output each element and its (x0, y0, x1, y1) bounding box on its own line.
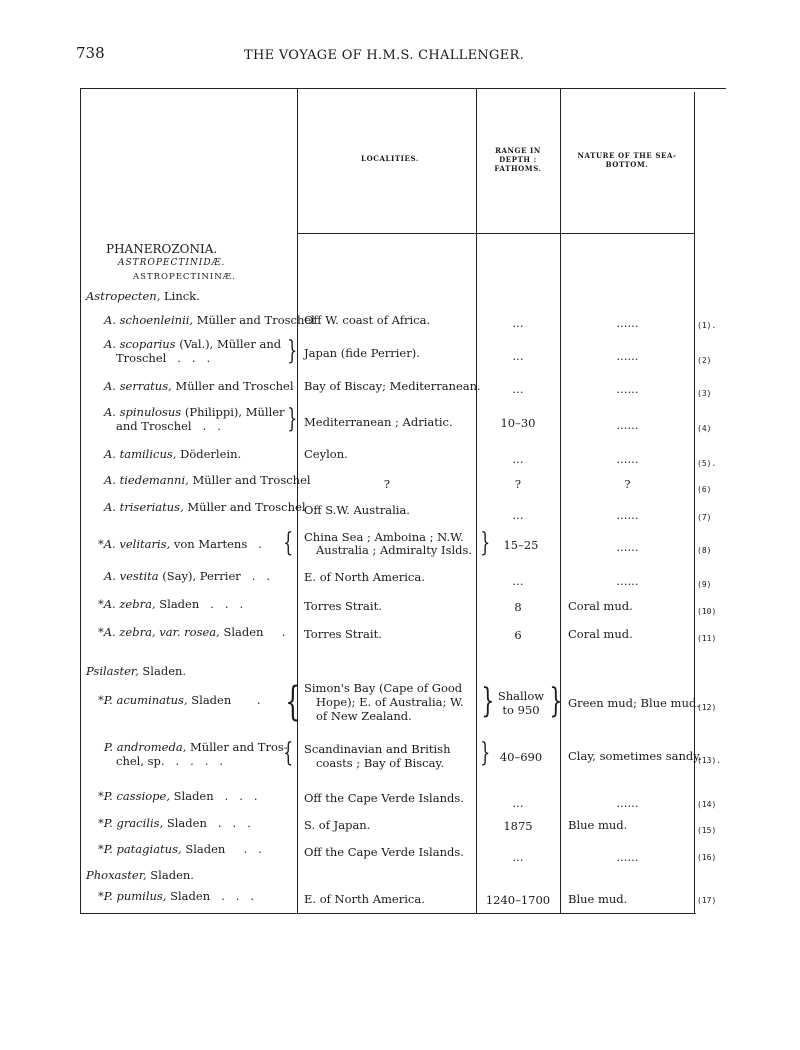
brace: } (549, 681, 563, 721)
depth: ... (512, 850, 524, 864)
locality: E. of North America. (304, 892, 425, 906)
reference: (12) (697, 703, 717, 712)
bottom-nature: Green mud; Blue mud. (568, 696, 700, 710)
locality: Off the Cape Verde Islands. (304, 791, 464, 805)
reference: (1). (697, 321, 717, 330)
bottom-nature: ...... (616, 574, 639, 588)
running-title: THE VOYAGE OF H.M.S. CHALLENGER. (244, 48, 525, 63)
locality: Simon's Bay (Cape of Good (304, 681, 463, 695)
species-name: *P. cassiope, Sladen . . . (98, 789, 258, 803)
locality: Ceylon. (304, 447, 348, 461)
header-range-line-1: RANGE IN (495, 146, 541, 155)
genus-name: Phoxaster, (86, 868, 147, 882)
col-rule-4 (694, 92, 695, 914)
brace: { (285, 679, 301, 725)
bottom-nature: ...... (616, 418, 639, 432)
bottom-nature: Blue mud. (568, 892, 628, 906)
locality: Torres Strait. (304, 627, 382, 641)
bottom-nature: ...... (616, 508, 639, 522)
brace: { (283, 738, 294, 768)
species-name: A. scoparius (Val.), Müller and (104, 337, 282, 351)
reference: (16) (697, 853, 717, 862)
depth: 1875 (503, 819, 533, 833)
bottom-nature: Blue mud. (568, 818, 628, 832)
header-bottom-rule (298, 233, 695, 234)
genus-author: Sladen. (150, 868, 194, 882)
locality: Hope); E. of Australia; W. (316, 695, 464, 709)
species-name: A. schoenleinii, Müller and Troschel (104, 313, 315, 327)
bottom-nature: ...... (616, 540, 639, 554)
species-name: *P. acuminatus, Sladen . (98, 693, 261, 707)
locality: E. of North America. (304, 570, 425, 584)
family-heading: ASTROPECTINIDÆ. (118, 258, 226, 268)
genus-author: Linck. (164, 289, 200, 303)
depth: 10–30 (500, 416, 536, 430)
species-name: A. tamilicus, Döderlein. (104, 447, 242, 461)
reference: (13). (697, 756, 722, 765)
depth: ... (512, 796, 524, 810)
species-name: chel, sp. . . . . (116, 754, 224, 768)
bottom-nature: ...... (616, 349, 639, 363)
species-name: *P. patagiatus, Sladen . . (98, 842, 262, 856)
header-nature (562, 151, 692, 169)
header-range (477, 146, 559, 173)
locality: Torres Strait. (304, 599, 382, 613)
brace: } (480, 738, 491, 768)
bottom-nature: ...... (616, 796, 639, 810)
reference: (6) (697, 485, 712, 494)
depth: 8 (514, 600, 522, 614)
order-heading: PHANEROZONIA. (106, 242, 218, 256)
bottom-nature: Coral mud. (568, 599, 633, 613)
depth: 6 (514, 628, 522, 642)
depth: ... (512, 349, 524, 363)
species-name: *A. zebra, var. rosea, Sladen . (98, 625, 286, 639)
brace: } (287, 336, 298, 366)
species-name: P. andromeda, Müller and Tros- (104, 740, 288, 754)
reference: (10) (697, 607, 717, 616)
bottom-nature: ...... (616, 316, 639, 330)
genus-heading (86, 665, 186, 678)
locality: ? (383, 477, 391, 491)
bottom-nature: Coral mud. (568, 627, 633, 641)
col-rule-left (80, 88, 81, 914)
header-localities: LOCALITIES. (361, 154, 419, 163)
brace: } (481, 681, 495, 721)
header-range-line-2: DEPTH : (499, 155, 537, 164)
species-name: A. spinulosus (Philippi), Müller (104, 405, 285, 419)
depth: ... (512, 382, 524, 396)
species-name: A. tiedemanni, Müller and Troschel (104, 473, 311, 487)
reference: (5). (697, 459, 717, 468)
species-name: *P. pumilus, Sladen . . . (98, 889, 254, 903)
reference: (7) (697, 513, 712, 522)
depth: ... (512, 316, 524, 330)
reference: (9) (697, 580, 712, 589)
bottom-nature: ...... (616, 382, 639, 396)
brace: { (283, 528, 294, 558)
depth: Shallow to 950 (497, 689, 545, 717)
species-name: and Troschel . . (116, 419, 221, 433)
genus-name: Psilaster, (86, 664, 139, 678)
reference: (3) (697, 389, 712, 398)
locality: coasts ; Bay of Biscay. (316, 756, 445, 770)
col-rule-3 (560, 88, 561, 914)
locality: Off the Cape Verde Islands. (304, 845, 464, 859)
bottom-nature: ...... (616, 452, 639, 466)
locality: Mediterranean ; Adriatic. (304, 415, 453, 429)
depth: 1240–1700 (485, 893, 551, 907)
species-name: A. serratus, Müller and Troschel (104, 379, 294, 393)
bottom-nature: Clay, sometimes sandy. (568, 749, 702, 763)
locality: Australia ; Admiralty Islds. (316, 543, 473, 557)
depth: 40–690 (499, 750, 543, 764)
reference: (2) (697, 356, 712, 365)
locality: Off S.W. Australia. (304, 503, 410, 517)
depth: ... (512, 452, 524, 466)
genus-heading (86, 290, 200, 303)
page-number: 738 (76, 44, 105, 62)
reference: (17) (697, 896, 717, 905)
genus-name: Astropecten, (86, 289, 161, 303)
table-top-rule (80, 88, 726, 89)
locality: Japan (fide Perrier). (304, 346, 420, 360)
species-name: *A. velitaris, von Martens . (98, 537, 262, 551)
species-name: *P. gracilis, Sladen . . . (98, 816, 251, 830)
bottom-nature: ? (624, 477, 631, 491)
locality: Scandinavian and British (304, 742, 451, 756)
locality: Bay of Biscay; Mediterranean. (304, 379, 481, 393)
locality: China Sea ; Amboina ; N.W. (304, 530, 464, 544)
locality: Off W. coast of Africa. (304, 313, 431, 327)
depth: ... (512, 508, 524, 522)
genus-author: Sladen. (142, 664, 187, 678)
header-nature-line-2: BOTTOM. (605, 160, 649, 169)
table-bottom-rule (80, 913, 696, 914)
reference: (15) (697, 826, 717, 835)
reference: (4) (697, 424, 712, 433)
brace: } (287, 404, 298, 434)
depth: ... (512, 574, 524, 588)
col-rule-2 (476, 88, 477, 914)
depth: 15–25 (503, 538, 539, 552)
locality: of New Zealand. (316, 709, 412, 723)
species-name: A. vestita (Say), Perrier . . (104, 569, 271, 583)
species-name: Troschel . . . (116, 351, 211, 365)
depth: ? (514, 477, 522, 491)
species-name: A. triseriatus, Müller and Troschel (104, 500, 306, 514)
header-nature-line-1: NATURE OF THE SEA- (577, 151, 677, 160)
genus-heading (86, 869, 194, 882)
reference: (8) (697, 546, 712, 555)
reference: (14) (697, 800, 717, 809)
subfamily-heading: ASTROPECTININÆ. (133, 272, 236, 282)
species-name: *A. zebra, Sladen . . . (98, 597, 244, 611)
brace: } (480, 528, 491, 558)
locality: S. of Japan. (304, 818, 371, 832)
header-range-line-3: FATHOMS. (494, 164, 542, 173)
bottom-nature: ...... (616, 850, 639, 864)
reference: (11) (697, 634, 717, 643)
